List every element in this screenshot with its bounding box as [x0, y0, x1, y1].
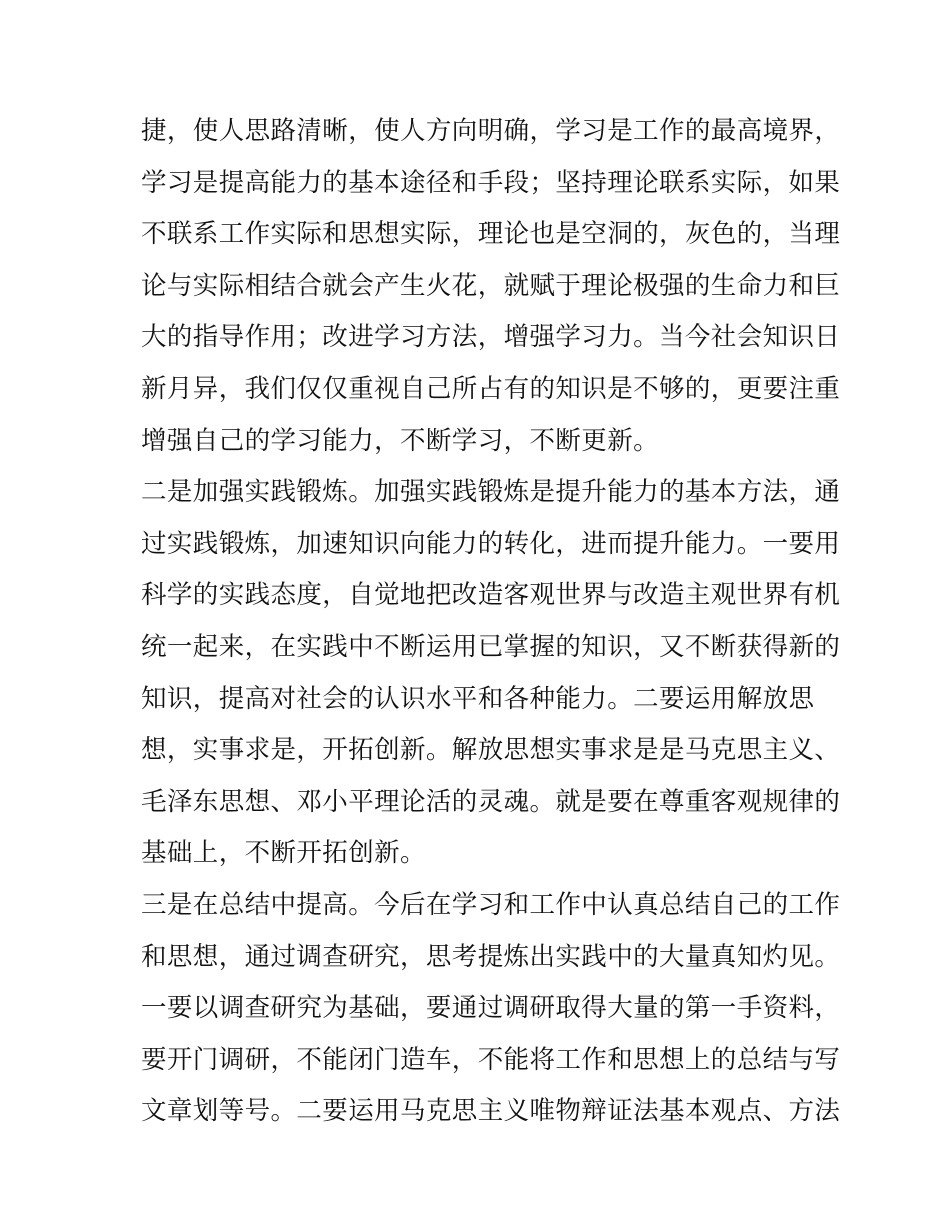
text-line: 论与实际相结合就会产生火花，就赋于理论极强的生命力和巨	[141, 270, 841, 301]
document-body-text	[141, 106, 841, 1138]
text-line: 基础上，不断开拓创新。	[141, 838, 426, 869]
text-line: 不联系工作实际和思想实际，理论也是空洞的，灰色的，当理	[141, 219, 841, 250]
text-line: 统一起来，在实践中不断运用已掌握的知识，又不断获得新的	[141, 631, 841, 662]
text-line: 新月异，我们仅仅重视自己所占有的知识是不够的，更要注重	[141, 373, 841, 404]
text-line: 要开门调研，不能闭门造车，不能将工作和思想上的总结与写	[141, 1044, 841, 1075]
text-line: 大的指导作用；改进学习方法，增强学习力。当今社会知识日	[141, 322, 841, 353]
text-line: 文章划等号。二要运用马克思主义唯物辩证法基本观点、方法	[141, 1096, 841, 1127]
text-line: 科学的实践态度，自觉地把改造客观世界与改造主观世界有机	[141, 580, 841, 611]
text-line: 捷，使人思路清晰，使人方向明确，学习是工作的最高境界，	[141, 116, 841, 146]
text-line: 想，实事求是，开拓创新。解放思想实事求是是马克思主义、	[141, 735, 841, 766]
text-line: 知识，提高对社会的认识水平和各种能力。二要运用解放思	[141, 683, 815, 714]
text-line: 过实践锻炼，加速知识向能力的转化，进而提升能力。一要用	[141, 528, 841, 559]
text-line: 增强自己的学习能力，不断学习，不断更新。	[141, 425, 660, 456]
paragraph-heading-line: 三是在总结中提高。今后在学习和工作中认真总结自己的工作	[141, 889, 841, 920]
text-line: 一要以调查研究为基础，要通过调研取得大量的第一手资料，	[141, 993, 841, 1024]
text-line: 学习是提高能力的基本途径和手段；坚持理论联系实际，如果	[141, 167, 841, 198]
paragraph-heading-line: 二是加强实践锻炼。加强实践锻炼是提升能力的基本方法，通	[141, 477, 841, 508]
text-line: 毛泽东思想、邓小平理论活的灵魂。就是要在尊重客观规律的	[141, 786, 841, 817]
text-line: 和思想，通过调查研究，思考提炼出实践中的大量真知灼见。	[141, 941, 841, 972]
